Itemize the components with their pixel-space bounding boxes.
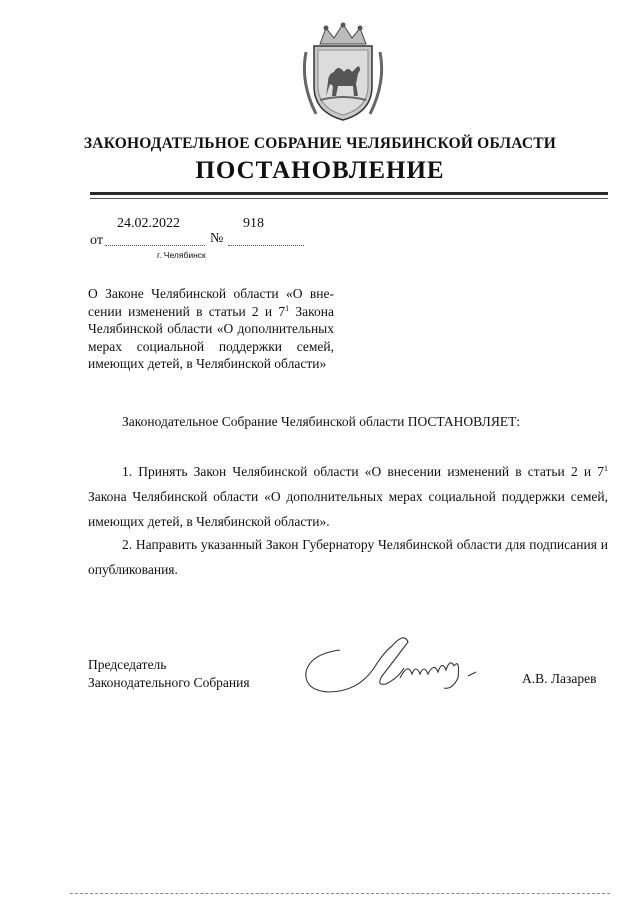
header-rule-thin: [90, 198, 608, 199]
document-date: 24.02.2022: [117, 216, 180, 231]
number-sign-label: №: [210, 231, 224, 246]
paragraph-1-part1: 1. Принять Закон Челябинской области «О внесении изменений в статьи 2 и 7: [122, 464, 604, 479]
preamble: Законодательное Собрание Челябинской области ПОСТАНОВЛЯЕТ:: [122, 414, 521, 429]
date-underline: [105, 245, 205, 246]
date-prefix-label: от: [90, 233, 103, 248]
document-number: 918: [243, 216, 264, 231]
signer-position-line1: Председатель: [88, 657, 167, 672]
document-subject: [88, 285, 334, 373]
subject-superscript: 1: [285, 303, 290, 313]
signer-name: А.В. Лазарев: [522, 671, 597, 686]
paragraph-1: [88, 459, 608, 534]
header-rule-thick: [90, 192, 608, 195]
signer-position-line2: Законодательного Собрания: [88, 674, 250, 690]
footer-rule: [70, 893, 610, 894]
number-underline: [228, 245, 304, 246]
coat-of-arms-icon: [298, 22, 388, 124]
signer-position: [88, 656, 250, 691]
document-type-title: ПОСТАНОВЛЕНИЕ: [195, 157, 445, 184]
paragraph-1-superscript: 1: [604, 464, 608, 473]
organization-title: ЗАКОНОДАТЕЛЬНОЕ СОБРАНИЕ ЧЕЛЯБИНСКОЙ ОБЛАСТИ: [83, 135, 557, 152]
paragraph-1-part2: Закона Челябинской области «О дополнительных мерах социальной поддержки семей, имеющих детей, в Челябинской области».: [88, 489, 608, 529]
subject-text-part1: О Законе Челябинской области «О внесении изменений в статьи 2 и 7: [88, 286, 334, 319]
handwritten-signature: [300, 628, 490, 700]
city-label: г. Челябинск: [157, 250, 206, 260]
subject-text-part2: Закона Челябинской области «О дополнительных мерах социальной поддержки семей, имеющих детей, в Челябинской области»: [88, 303, 334, 371]
paragraph-2: 2. Направить указанный Закон Губернатору Челябинской области для подписания и опубликования.: [88, 537, 608, 577]
